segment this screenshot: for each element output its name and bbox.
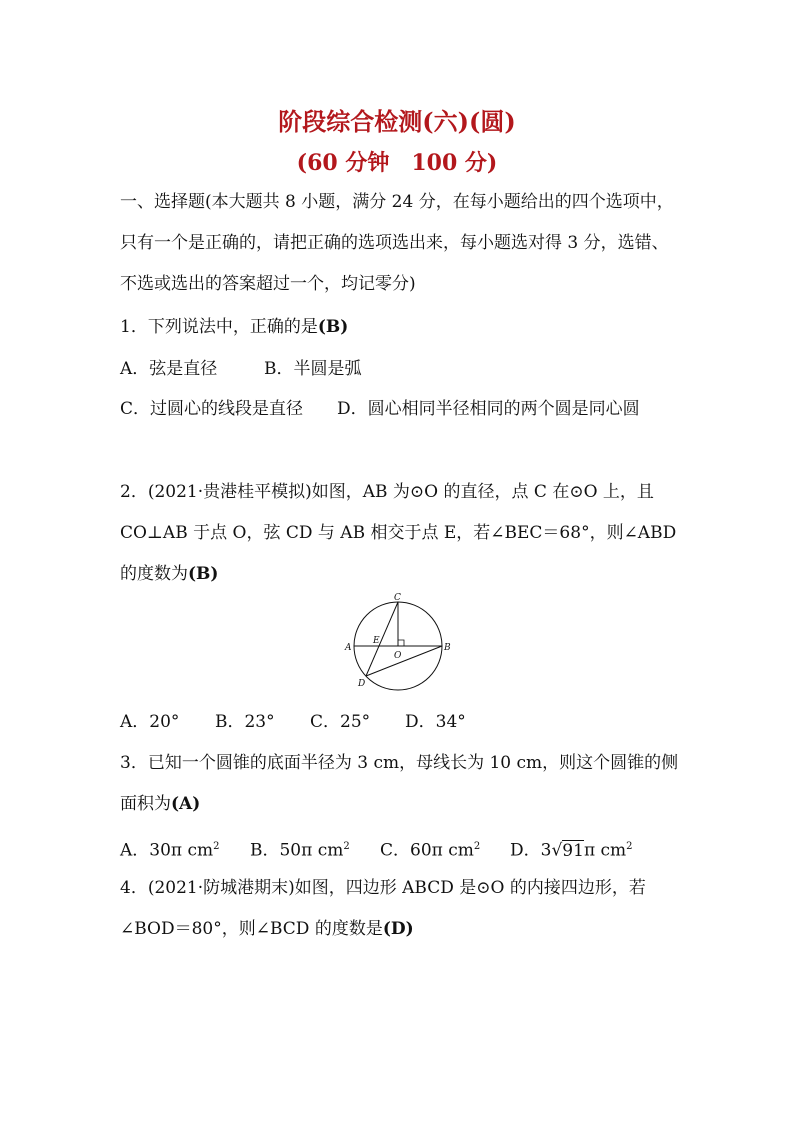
question-4-answer: (D) — [382, 919, 414, 939]
question-3-option-b — [250, 834, 380, 864]
question-2-option-d: D．34° — [405, 712, 466, 732]
question-1-option-c: C．过圆心的线段是直径 — [120, 399, 304, 419]
section-instructions: 一、选择题(本大题共 8 小题，满分 24 分，在每小题给出的四个选项中，只有一个是正确的，请把正确的选项选出来，每小题选对得 3 分，选错、不选或选出的答案超过一个，均记零分) — [120, 192, 674, 294]
question-3-option-d-radicand: 91 — [562, 840, 584, 861]
circle-figure — [336, 592, 460, 696]
question-2-stem: 2．(2021·贵港桂平模拟)如图，AB 为⊙O 的直径，点 C 在⊙O 上，且 CO⊥AB 于点 O，弦 CD 与 AB 相交于点 E，若∠BEC＝68°，则∠ABD 的度数为 — [120, 482, 677, 584]
question-1-option-b: B．半圆是弧 — [264, 359, 362, 379]
question-4 — [120, 868, 680, 950]
question-3-option-b-sup: 2 — [343, 841, 350, 852]
question-1-option-a: A．弦是直径 — [120, 359, 218, 379]
question-3-option-c — [380, 834, 510, 864]
question-2-option-a: A．20° — [120, 712, 180, 732]
label-e: E — [373, 636, 380, 646]
question-1 — [120, 314, 348, 340]
question-3-option-c-text: C．60π cm — [380, 840, 474, 861]
label-b: B — [444, 643, 451, 653]
label-c: C — [394, 593, 401, 603]
question-2 — [120, 472, 680, 595]
question-3 — [120, 743, 680, 825]
question-3-option-d-sup: 2 — [626, 841, 633, 852]
question-3-option-d — [510, 834, 633, 864]
question-3-option-a — [120, 834, 250, 864]
question-2-option-c: C．25° — [310, 712, 371, 732]
page-subtitle: (60 分钟 100 分) — [296, 150, 498, 176]
question-1-options-row-1 — [120, 356, 362, 382]
label-o: O — [394, 651, 402, 661]
question-3-answer: (A) — [171, 794, 201, 814]
question-3-option-d-pre: D．3 — [510, 840, 552, 861]
question-1-stem: 1．下列说法中，正确的是 — [120, 317, 318, 337]
label-d: D — [358, 679, 366, 689]
sqrt-symbol: √ — [551, 840, 563, 861]
question-4-stem: 4．(2021·防城港期末)如图，四边形 ABCD 是⊙O 的内接四边形，若∠BOD＝80°，则∠BCD 的度数是 — [120, 878, 646, 939]
question-3-option-b-text: B．50π cm — [250, 840, 344, 861]
question-1-options-row-2 — [120, 389, 680, 430]
question-3-option-d-post: π cm — [583, 840, 627, 861]
question-3-options — [120, 834, 633, 864]
label-a: A — [345, 643, 352, 653]
question-3-option-c-sup: 2 — [473, 841, 481, 852]
question-2-option-b: B．23° — [215, 712, 275, 732]
question-1-option-d: D．圆心相同半径相同的两个圆是同心圆 — [337, 399, 640, 419]
page-title: 阶段综合检测(六)(圆) — [278, 107, 516, 136]
question-3-option-a-text: A．30π cm — [120, 840, 214, 861]
question-2-answer: (B) — [188, 564, 219, 584]
right-angle-mark — [398, 640, 404, 646]
question-3-stem: 3．已知一个圆锥的底面半径为 3 cm，母线长为 10 cm，则这个圆锥的侧面积为 — [120, 753, 679, 814]
question-2-options — [120, 709, 466, 735]
question-3-option-a-sup: 2 — [213, 841, 220, 852]
question-1-answer: (B) — [317, 317, 349, 337]
